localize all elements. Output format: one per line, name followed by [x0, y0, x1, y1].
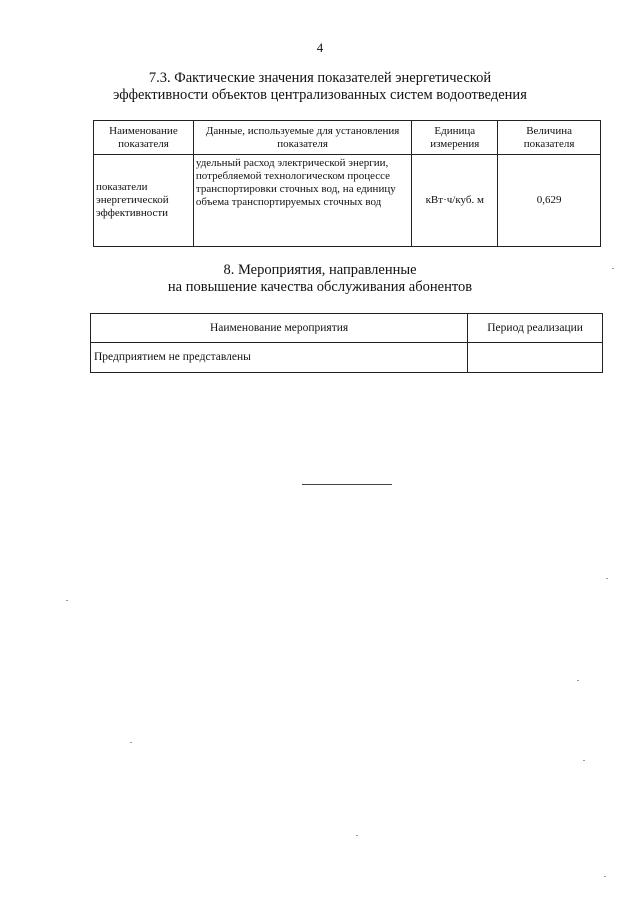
value-cell: 0,629 [498, 155, 601, 247]
table-row [94, 155, 601, 247]
measures-table [90, 313, 603, 373]
section-8-title [0, 262, 640, 296]
data-used-cell: удельный расход электрической энергии, потребляемой технологическом процессе транспортировки сточных вод, на единицу объема транспортируемых сточных вод [193, 155, 411, 247]
scan-speck [606, 578, 608, 579]
section-8-title-line2: на повышение качества обслуживания абонентов [167, 279, 473, 295]
energy-efficiency-table [93, 120, 601, 247]
scan-speck [577, 680, 579, 681]
scan-speck [66, 600, 68, 601]
page-number: 4 [316, 40, 324, 55]
period-cell [468, 343, 603, 373]
scan-speck [604, 876, 606, 877]
section-8-title-line1: 8. Мероприятия, направленные [223, 262, 417, 278]
measure-name-cell: Предприятием не представлены [91, 343, 468, 373]
section-7-3-title [0, 70, 640, 104]
indicator-name-cell: показатели энергетической эффективности [94, 155, 194, 247]
section-7-3-title-line2: эффективности объектов централизованных систем водоотведения [113, 87, 527, 103]
column-header-value: Величина показателя [498, 121, 601, 155]
column-header-data-used: Данные, используемые для установления показателя [193, 121, 411, 155]
scan-speck [583, 760, 585, 761]
column-header-unit: Единица измерения [412, 121, 498, 155]
table-header-row [94, 121, 601, 155]
scan-speck [356, 835, 358, 836]
table-row [91, 343, 603, 373]
scan-speck [130, 742, 132, 743]
scan-speck [612, 268, 614, 269]
column-header-indicator-name: Наименование показателя [94, 121, 194, 155]
end-separator-line [302, 484, 392, 485]
table-header-row [91, 314, 603, 343]
section-7-3-title-line1: 7.3. Фактические значения показателей энергетической [148, 70, 492, 86]
unit-cell: кВт·ч/куб. м [412, 155, 498, 247]
column-header-period: Период реализации [468, 314, 603, 343]
column-header-measure-name: Наименование мероприятия [91, 314, 468, 343]
